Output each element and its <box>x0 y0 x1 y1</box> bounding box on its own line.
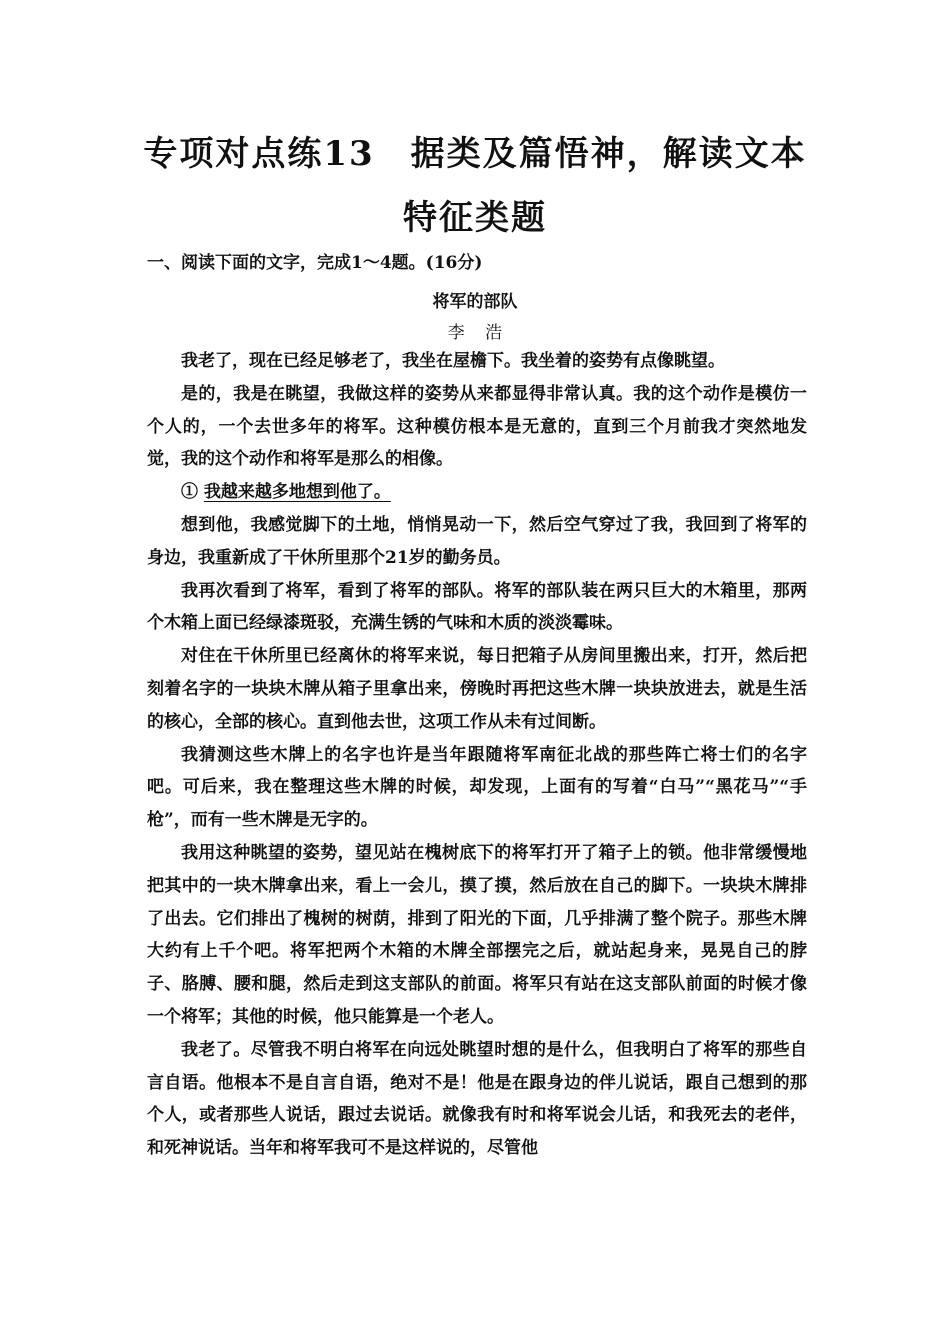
paragraph: 是的，我是在眺望，我做这样的姿势从来都显得非常认真。我的这个动作是模仿一个人的，一个去世多年的将军。这种模仿根本是无意的，直到三个月前我才突然地发觉，我的这个动作和将军是那么的相像。 <box>147 383 807 470</box>
paragraph: 想到他，我感觉脚下的土地，悄悄晃动一下，然后空气穿过了我，我回到了将军的身边，我重新成了干休所里那个21岁的勤务员。 <box>147 514 807 568</box>
page-title-line-2: 特征类题 <box>403 198 547 238</box>
paragraph: 我老了，现在已经足够老了，我坐在屋檐下。我坐着的姿势有点像眺望。 <box>181 351 725 371</box>
page-title-line-1: 专项对点练13 据类及篇悟神，解读文本 <box>143 134 807 174</box>
paragraph: 我再次看到了将军，看到了将军的部队。将军的部队装在两只巨大的木箱里，那两个木箱上面已经绿漆斑驳，充满生锈的气味和木质的淡淡霉味。 <box>147 580 807 634</box>
article-author: 李浩 <box>447 323 523 343</box>
paragraph: 我老了。尽管我不明白将军在向远处眺望时想的是什么，但我明白了将军的那些自言自语。他根本不是自言自语，绝对不是！他是在跟身边的伴儿说话，跟自己想到的那个人，或者那些人说话，跟过去说话。就像我有时和将军说会儿话，和我死去的老伴，和死神说话。当年和将军我可不是这样说的，尽管他 <box>147 1039 807 1159</box>
paragraph: 我用这种眺望的姿势，望见站在槐树底下的将军打开了箱子上的锁。他非常缓慢地把其中的一块木牌拿出来，看上一会儿，摸了摸，然后放在自己的脚下。一块块木牌排了出去。它们排出了槐树的树荫，排到了阳光的下面，几乎排满了整个院子。那些木牌大约有上千个吧。将军把两个木箱的木牌全部摆完之后，就站起身来，晃晃自己的脖子、胳膊、腰和腿，然后走到这支部队的前面。将军只有站在这支部队前面的时候才像一个将军；其他的时候，他只能算是一个老人。 <box>147 842 807 1027</box>
underlined-sentence: 我越来越多地想到他了。 <box>203 482 391 503</box>
paragraph-marker: ① <box>181 482 198 503</box>
paragraph: 我猜测这些木牌上的名字也许是当年跟随将军南征北战的那些阵亡将士们的名字吧。可后来，我在整理这些木牌的时候，却发现，上面有的写着“白马”“黑花马”“手枪”，而有一些木牌是无字的。 <box>147 744 807 831</box>
article-title: 将军的部队 <box>432 292 518 312</box>
article-body <box>147 345 807 1165</box>
section-heading: 一、阅读下面的文字，完成1～4题。(16分) <box>147 253 483 273</box>
paragraph: 对住在干休所里已经离休的将军来说，每日把箱子从房间里搬出来，打开，然后把刻着名字的一块块木牌从箱子里拿出来，傍晚时再把这些木牌一块块放进去，就是生活的核心，全部的核心。直到他去世，这项工作从未有过间断。 <box>147 646 807 732</box>
marked-paragraph <box>147 476 807 509</box>
